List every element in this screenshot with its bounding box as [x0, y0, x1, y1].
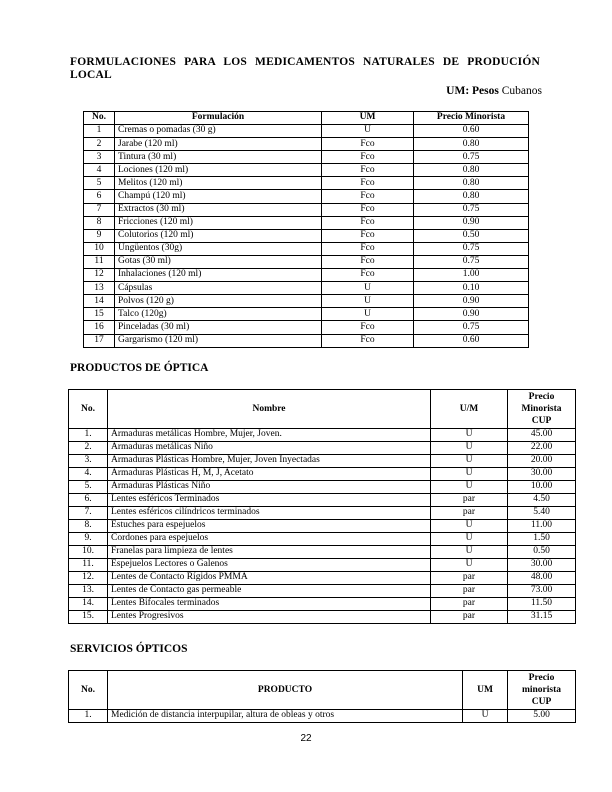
cell-price: 0.80 [414, 190, 529, 203]
cell-name: Lentes de Contacto Rígidos PMMA [108, 572, 431, 585]
cell-name: Armaduras metálicas Niño [108, 442, 431, 455]
cell-name: Franelas para limpieza de lentes [108, 546, 431, 559]
cell-no: 6 [84, 190, 115, 203]
cell-price: 0.60 [414, 125, 529, 138]
page-title-line1: FORMULACIONES PARA LOS MEDICAMENTOS NATURALES DE PRODUCIÓN [70, 56, 540, 68]
col-header-no: No. [69, 671, 108, 710]
cell-name: Lentes esféricos cilíndricos terminados [108, 507, 431, 520]
cell-name: Lentes Progresivos [108, 611, 431, 624]
cell-um: U [431, 533, 508, 546]
cell-price: 0.90 [414, 216, 529, 229]
cell-formulation: Gotas (30 ml) [115, 255, 322, 268]
col-header-price [508, 671, 576, 710]
cell-price: 0.80 [414, 177, 529, 190]
cell-um: Fco [322, 216, 414, 229]
cell-no: 1. [69, 710, 108, 723]
cell-name: Armaduras Plásticas Niño [108, 481, 431, 494]
table-row [69, 455, 576, 468]
col-header-price-line2: Minorista [521, 404, 562, 414]
table-row [69, 442, 576, 455]
cell-um: par [431, 507, 508, 520]
cell-no: 8 [84, 216, 115, 229]
table-row [84, 125, 529, 138]
cell-um: par [431, 611, 508, 624]
cell-um: U [431, 481, 508, 494]
cell-um: Fco [322, 151, 414, 164]
optics-products-table [68, 389, 576, 624]
cell-formulation: Talco (120g) [115, 308, 322, 321]
page-number: 22 [300, 733, 312, 744]
table-header-row [69, 390, 576, 429]
cell-formulation: Melitos (120 ml) [115, 177, 322, 190]
table-row [69, 598, 576, 611]
cell-formulation: Tintura (30 ml) [115, 151, 322, 164]
cell-formulation: Colutorios (120 ml) [115, 229, 322, 242]
cell-price: 0.60 [414, 334, 529, 347]
page-title [70, 56, 540, 82]
table-row [84, 282, 529, 295]
cell-name: Lentes esféricos Terminados [108, 494, 431, 507]
col-header-price-line1: Precio [528, 673, 555, 683]
table-row [84, 203, 529, 216]
cell-name: Armaduras Plásticas H, M, J, Acetato [108, 468, 431, 481]
cell-price: 0.10 [414, 282, 529, 295]
cell-price: 11.00 [508, 520, 576, 533]
col-header-um: U/M [431, 390, 508, 429]
cell-no: 11 [84, 255, 115, 268]
cell-no: 14 [84, 295, 115, 308]
table-row [69, 611, 576, 624]
cell-no: 3 [84, 151, 115, 164]
table-row [84, 321, 529, 334]
formulations-table [83, 111, 529, 348]
page-title-line2: LOCAL [70, 69, 112, 81]
cell-price: 5.40 [508, 507, 576, 520]
cell-no: 8. [69, 520, 108, 533]
table-row [84, 190, 529, 203]
col-header-price: Precio Minorista [414, 112, 529, 125]
cell-price: 20.00 [508, 455, 576, 468]
cell-price: 30.00 [508, 559, 576, 572]
cell-um: U [431, 559, 508, 572]
cell-price: 0.90 [414, 308, 529, 321]
cell-formulation: Jarabe (120 ml) [115, 138, 322, 151]
cell-um: Fco [322, 321, 414, 334]
table-row [69, 559, 576, 572]
cell-no: 5 [84, 177, 115, 190]
cell-no: 7 [84, 203, 115, 216]
cell-no: 5. [69, 481, 108, 494]
cell-no: 16 [84, 321, 115, 334]
cell-price: 48.00 [508, 572, 576, 585]
cell-um: U [431, 442, 508, 455]
table-row [69, 546, 576, 559]
cell-name: Lentes de Contacto gas permeable [108, 585, 431, 598]
table-row [84, 164, 529, 177]
cell-price: 1.00 [414, 269, 529, 282]
cell-name: Espejuelos Lectores o Galenos [108, 559, 431, 572]
cell-um: Fco [322, 334, 414, 347]
col-header-no: No. [69, 390, 108, 429]
col-header-formulation: Formulación [115, 112, 322, 125]
cell-um: par [431, 494, 508, 507]
cell-name: Armaduras metálicas Hombre, Mujer, Joven. [108, 429, 431, 442]
table-row [69, 585, 576, 598]
cell-um: Fco [322, 242, 414, 255]
cell-no: 1 [84, 125, 115, 138]
cell-price: 0.80 [414, 138, 529, 151]
cell-no: 2 [84, 138, 115, 151]
cell-formulation: Cremas o pomadas (30 g) [115, 125, 322, 138]
cell-price: 11.50 [508, 598, 576, 611]
table-row [84, 308, 529, 321]
cell-price: 0.90 [414, 295, 529, 308]
cell-um: Fco [322, 255, 414, 268]
cell-product: Medición de distancia interpupilar, altura de obleas y otros [108, 710, 463, 723]
col-header-price-line3: CUP [531, 416, 552, 426]
cell-um: Fco [322, 269, 414, 282]
cell-formulation: Extractos (30 ml) [115, 203, 322, 216]
cell-um: U [431, 455, 508, 468]
table-row [84, 255, 529, 268]
table-row [69, 468, 576, 481]
cell-um: par [431, 585, 508, 598]
cell-um: U [431, 468, 508, 481]
cell-um: Fco [322, 229, 414, 242]
col-header-um: UM [322, 112, 414, 125]
cell-no: 7. [69, 507, 108, 520]
currency-note-value: Cubanos [501, 85, 542, 97]
cell-price: 31.15 [508, 611, 576, 624]
cell-name: Lentes Bifocales terminados [108, 598, 431, 611]
cell-formulation: Pinceladas (30 ml) [115, 321, 322, 334]
col-header-name: Nombre [108, 390, 431, 429]
cell-um: U [431, 429, 508, 442]
cell-no: 6. [69, 494, 108, 507]
cell-price: 0.80 [414, 164, 529, 177]
cell-no: 9. [69, 533, 108, 546]
col-header-price [508, 390, 576, 429]
cell-um: U [463, 710, 508, 723]
cell-no: 1. [69, 429, 108, 442]
table-row [84, 295, 529, 308]
cell-no: 12 [84, 269, 115, 282]
cell-price: 73.00 [508, 585, 576, 598]
cell-price: 0.50 [508, 546, 576, 559]
cell-price: 5.00 [508, 710, 576, 723]
cell-formulation: Lociones (120 ml) [115, 164, 322, 177]
cell-um: Fco [322, 190, 414, 203]
table-row [69, 429, 576, 442]
cell-no: 2. [69, 442, 108, 455]
table-row [84, 151, 529, 164]
cell-formulation: Ungüentos (30g) [115, 242, 322, 255]
table-row [69, 710, 576, 723]
cell-formulation: Cápsulas [115, 282, 322, 295]
cell-formulation: Champú (120 ml) [115, 190, 322, 203]
table-row [69, 481, 576, 494]
cell-um: U [322, 308, 414, 321]
table-header-row [84, 112, 529, 125]
cell-no: 17 [84, 334, 115, 347]
cell-um: U [322, 282, 414, 295]
cell-no: 15 [84, 308, 115, 321]
table-row [69, 520, 576, 533]
cell-price: 1.50 [508, 533, 576, 546]
section-title-optics-products: PRODUCTOS DE ÓPTICA [70, 362, 209, 374]
cell-price: 0.75 [414, 255, 529, 268]
cell-no: 10 [84, 242, 115, 255]
col-header-no: No. [84, 112, 115, 125]
cell-no: 13. [69, 585, 108, 598]
col-header-um: UM [463, 671, 508, 710]
table-row [84, 242, 529, 255]
currency-note-label: UM: Pesos [446, 85, 499, 97]
cell-um: Fco [322, 177, 414, 190]
cell-um: par [431, 572, 508, 585]
section-title-optical-services: SERVICIOS ÓPTICOS [70, 643, 188, 655]
table-row [84, 177, 529, 190]
cell-price: 0.75 [414, 321, 529, 334]
cell-no: 12. [69, 572, 108, 585]
cell-no: 13 [84, 282, 115, 295]
table-row [84, 269, 529, 282]
table-row [69, 572, 576, 585]
table-header-row [69, 671, 576, 710]
currency-note [446, 85, 542, 97]
table-row [69, 533, 576, 546]
cell-no: 10. [69, 546, 108, 559]
cell-no: 4 [84, 164, 115, 177]
table-row [69, 507, 576, 520]
cell-price: 0.75 [414, 203, 529, 216]
cell-price: 45.00 [508, 429, 576, 442]
col-header-price-line3: CUP [531, 697, 552, 707]
col-header-price-line2: minorista [521, 685, 562, 695]
cell-um: Fco [322, 203, 414, 216]
cell-um: U [322, 295, 414, 308]
cell-price: 0.50 [414, 229, 529, 242]
cell-no: 14. [69, 598, 108, 611]
cell-price: 0.75 [414, 242, 529, 255]
cell-name: Armaduras Plásticas Hombre, Mujer, Joven Inyectadas [108, 455, 431, 468]
cell-um: U [322, 125, 414, 138]
cell-formulation: Polvos (120 g) [115, 295, 322, 308]
cell-name: Estuches para espejuelos [108, 520, 431, 533]
cell-um: Fco [322, 138, 414, 151]
cell-no: 3. [69, 455, 108, 468]
cell-no: 4. [69, 468, 108, 481]
cell-no: 9 [84, 229, 115, 242]
cell-formulation: Gargarismo (120 ml) [115, 334, 322, 347]
col-header-price-line1: Precio [528, 392, 555, 402]
cell-um: U [431, 546, 508, 559]
cell-um: Fco [322, 164, 414, 177]
cell-price: 4.50 [508, 494, 576, 507]
optical-services-table [68, 670, 576, 723]
cell-formulation: Fricciones (120 ml) [115, 216, 322, 229]
cell-name: Cordones para espejuelos [108, 533, 431, 546]
cell-no: 15. [69, 611, 108, 624]
cell-no: 11. [69, 559, 108, 572]
cell-um: par [431, 598, 508, 611]
table-row [84, 216, 529, 229]
cell-price: 30.00 [508, 468, 576, 481]
cell-price: 0.75 [414, 151, 529, 164]
cell-price: 22.00 [508, 442, 576, 455]
cell-um: U [431, 520, 508, 533]
table-row [69, 494, 576, 507]
table-row [84, 334, 529, 347]
table-row [84, 229, 529, 242]
cell-formulation: Inhalaciones (120 ml) [115, 269, 322, 282]
table-row [84, 138, 529, 151]
col-header-product: PRODUCTO [108, 671, 463, 710]
cell-price: 10.00 [508, 481, 576, 494]
